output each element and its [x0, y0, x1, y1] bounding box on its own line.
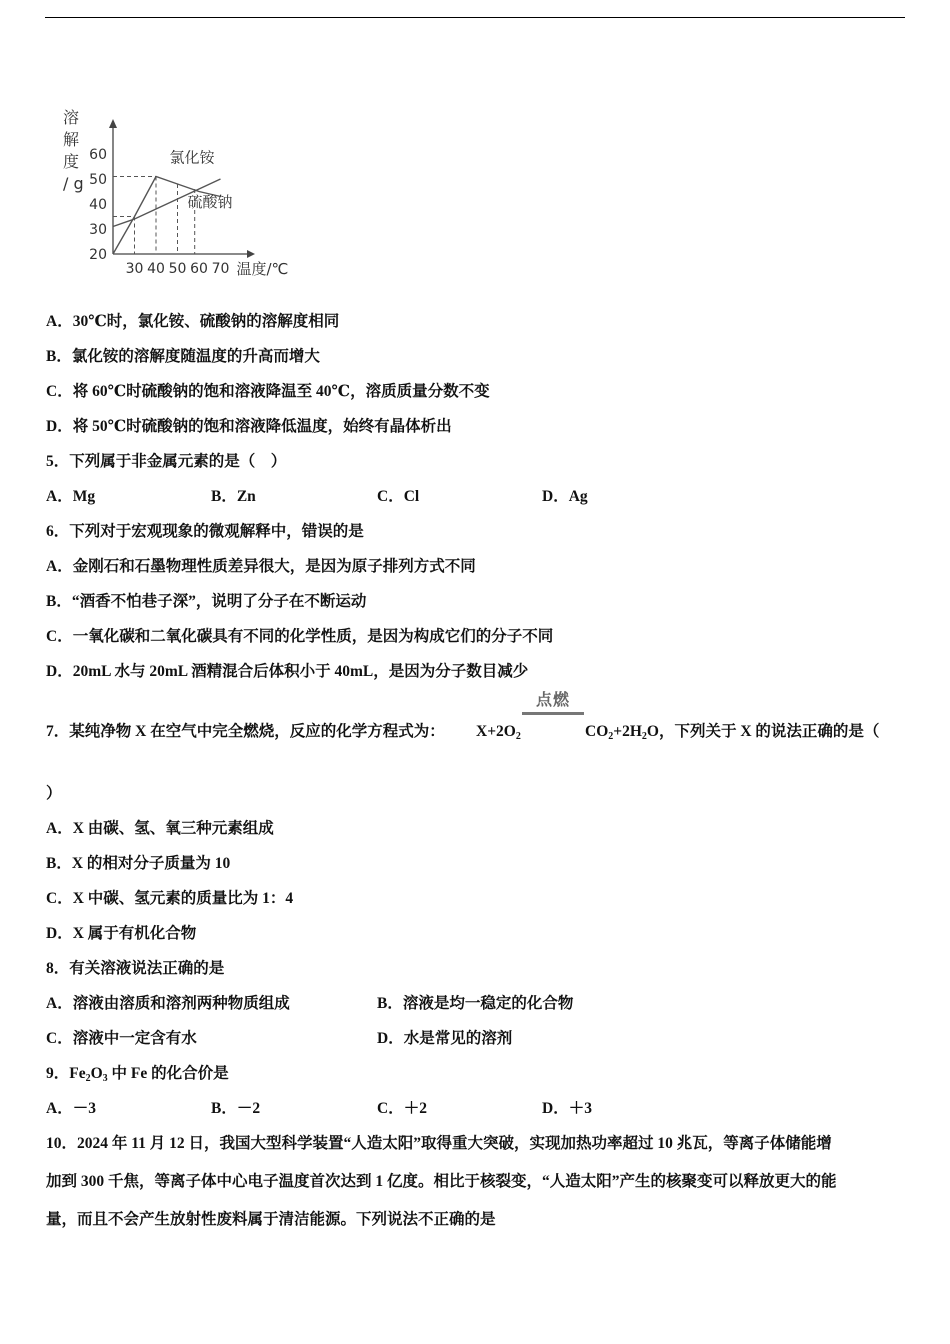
series-label: 氯化铵 [169, 148, 215, 167]
x-tick-label: 50 [168, 261, 187, 277]
q9-stem-pre: 9．Fe [46, 1065, 86, 1082]
header-rule [45, 17, 905, 18]
series-lines [113, 177, 221, 255]
q6-option-d: D．20mL 水与 20mL 酒精混合后体积小于 40mL，是因为分子数目减少 [46, 663, 529, 680]
q7-equation-right [585, 722, 879, 742]
y-axis-label-char: 度 [63, 152, 80, 171]
y-tick-label: 40 [89, 197, 107, 213]
y-tick-label: 50 [89, 172, 107, 188]
series-line [113, 177, 221, 255]
q7-eq-r1: CO [585, 723, 609, 740]
q5-option-c: C．Cl [377, 488, 420, 505]
q4-option-b: B．氯化铵的溶解度随温度的升高而增大 [46, 348, 320, 365]
x-tick-label: 70 [211, 261, 230, 277]
q7-eq-r3: O，下列关于 X 的说法正确的是（ [646, 723, 880, 740]
q7-eq-r2: +2H [613, 723, 642, 740]
series-labels [170, 149, 233, 212]
q7-equation-left [476, 722, 521, 742]
q8-option-b: B．溶液是均一稳定的化合物 [377, 995, 574, 1012]
q9-option-b: B．－2 [211, 1100, 261, 1117]
q9-option-c: C．＋2 [377, 1100, 427, 1117]
q7-option-a: A．X 由碳、氢、氧三种元素组成 [46, 820, 274, 837]
q7-option-d: D．X 属于有机化合物 [46, 925, 197, 942]
q6-stem: 6．下列对于宏观现象的微观解释中，错误的是 [46, 523, 364, 540]
q9-sub1: 2 [85, 1073, 91, 1084]
y-axis-label-char: / g [63, 174, 84, 193]
q9-mid: O [90, 1065, 103, 1082]
q9-stem [46, 1064, 229, 1084]
q8-option-c: C．溶液中一定含有水 [46, 1030, 197, 1047]
q9-sub2: 3 [102, 1073, 108, 1084]
q5-option-a: A．Mg [46, 488, 96, 505]
q6-option-c: C．一氧化碳和二氧化碳具有不同的化学性质，是因为构成它们的分子不同 [46, 628, 554, 645]
x-tick-label: 30 [125, 261, 144, 277]
y-axis-label-char: 解 [63, 130, 80, 149]
q8-stem: 8．有关溶液说法正确的是 [46, 960, 225, 977]
q7-eq-r-sub2: 2 [641, 731, 647, 742]
q10-line-1: 10．2024 年 11 月 12 日，我国大型科学装置“人造太阳”取得重大突破，实现加热功率超过 10 兆瓦，等离子体储能增 [46, 1135, 832, 1152]
y-tick-label: 20 [89, 247, 107, 263]
dashed-guides [113, 177, 195, 255]
y-axis-label [63, 108, 84, 193]
chart-axes [109, 119, 255, 258]
q7-eq-left-sub: 2 [515, 731, 521, 742]
x-tick-label: 60 [190, 261, 208, 277]
q4-option-c: C．将 60℃时硫酸钠的饱和溶液降温至 40℃，溶质质量分数不变 [46, 383, 490, 400]
reaction-arrow-line [522, 712, 584, 715]
q7-option-c: C．X 中碳、氢元素的质量比为 1：4 [46, 890, 294, 907]
q9-option-a: A．－3 [46, 1100, 96, 1117]
q4-option-d: D．将 50℃时硫酸钠的饱和溶液降低温度，始终有晶体析出 [46, 418, 452, 435]
x-axis-label: 温度/℃ [236, 260, 289, 278]
q5-option-d: D．Ag [542, 488, 588, 505]
q4-option-a: A．30℃时，氯化铵、硫酸钠的溶解度相同 [46, 313, 340, 330]
q7-stem-text: 7．某纯净物 X 在空气中完全燃烧，反应的化学方程式为： [46, 723, 445, 740]
series-label: 硫酸钠 [187, 193, 233, 211]
y-axis-arrow [109, 119, 117, 128]
reaction-condition [522, 690, 584, 718]
solubility-chart [55, 105, 295, 280]
q7-stem [46, 722, 445, 742]
q10-line-2: 加到 300 千焦，等离子体中心电子温度首次达到 1 亿度。相比于核裂变，“人造太阳”产生的核聚变可以释放更大的能 [46, 1173, 837, 1190]
x-tick-labels [126, 261, 230, 277]
q8-option-d: D．水是常见的溶剂 [377, 1030, 513, 1047]
reaction-condition-label: 点燃 [535, 690, 570, 709]
x-tick-label: 40 [147, 261, 165, 277]
y-tick-labels [89, 147, 107, 263]
q10-line-3: 量，而且不会产生放射性废料属于清洁能源。下列说法不正确的是 [46, 1211, 496, 1228]
q9-option-d: D．＋3 [542, 1100, 592, 1117]
y-tick-label: 60 [89, 147, 107, 163]
q9-stem-post: 中 Fe 的化合价是 [107, 1065, 229, 1082]
x-axis-arrow [247, 250, 255, 258]
y-axis-label-char: 溶 [63, 108, 80, 127]
q8-option-a: A．溶液由溶质和溶剂两种物质组成 [46, 995, 290, 1012]
q7-eq-r-sub1: 2 [608, 731, 614, 742]
q7-eq-left: X+2O [476, 723, 516, 740]
q6-option-a: A．金刚石和石墨物理性质差异很大，是因为原子排列方式不同 [46, 558, 476, 575]
q5-stem: 5．下列属于非金属元素的是（ ） [46, 453, 287, 470]
q6-option-b: B．“酒香不怕巷子深”，说明了分子在不断运动 [46, 593, 367, 610]
y-tick-label: 30 [89, 222, 107, 238]
q7-stem-close: ） [46, 785, 62, 802]
q5-option-b: B．Zn [211, 488, 256, 505]
q7-option-b: B．X 的相对分子质量为 10 [46, 855, 231, 872]
